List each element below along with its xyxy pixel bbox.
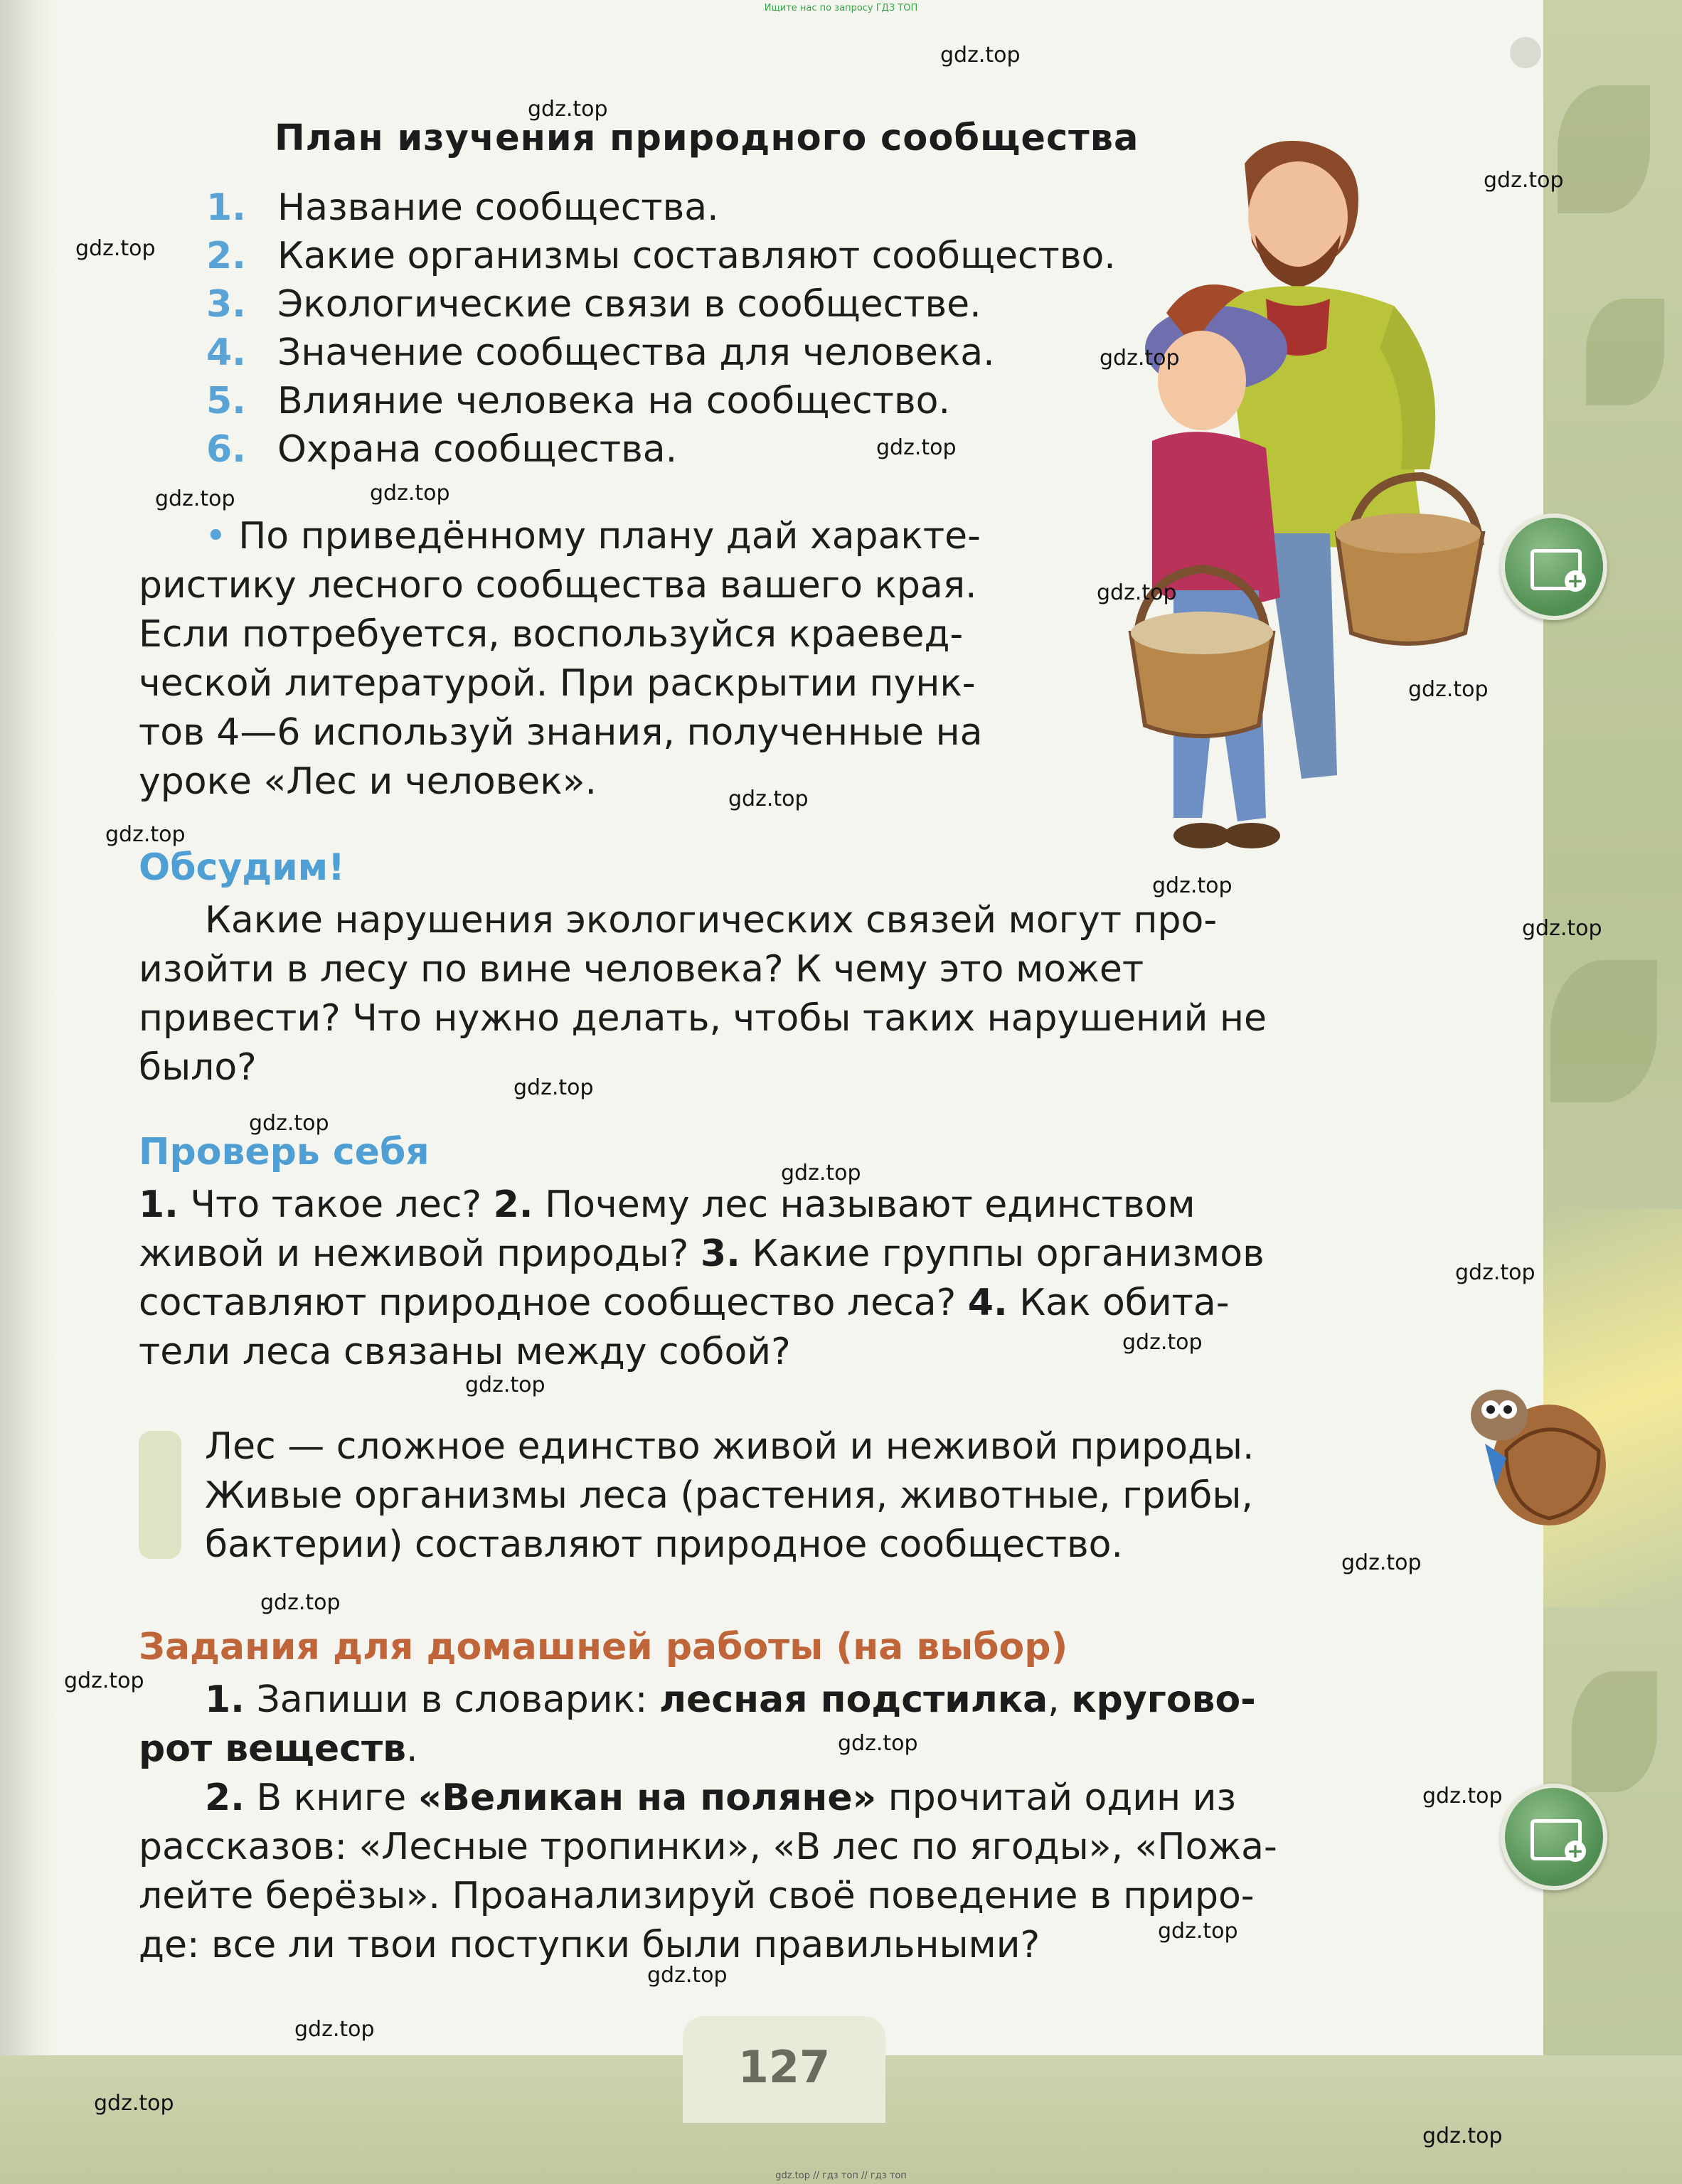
check-line: тели леса связаны между собой? — [139, 1331, 791, 1373]
task-line: уроке «Лес и человек». — [139, 760, 597, 803]
watermark: gdz.top — [528, 97, 608, 122]
plan-item — [206, 235, 1116, 277]
question-text: Почему лес называют единством — [533, 1183, 1196, 1226]
task-number: 2. — [205, 1777, 245, 1819]
watermark: gdz.top — [1484, 168, 1564, 193]
homework-line — [139, 1676, 1426, 1725]
watermark: gdz.top — [647, 1963, 728, 1988]
homework-line — [139, 1774, 1426, 1823]
watermark: gdz.top — [1455, 1260, 1535, 1285]
page-left-shadow — [0, 0, 57, 2184]
watermark: gdz.top — [249, 1111, 329, 1136]
task-text: , — [1048, 1678, 1072, 1721]
watermark: gdz.top — [1522, 916, 1602, 941]
plan-item-text: Название сообщества. — [277, 186, 719, 229]
task-number: 1. — [205, 1678, 245, 1721]
watermark: gdz.top — [781, 1161, 861, 1186]
watermark: gdz.top — [1097, 580, 1177, 605]
task-line: Если потребуется, воспользуйся краевед- — [139, 613, 964, 656]
question-text: составляют природное сообщество леса? — [139, 1282, 968, 1324]
discuss-heading: Обсудим! — [139, 846, 345, 889]
watermark: gdz.top — [838, 1731, 918, 1756]
leaf-decoration — [1586, 299, 1664, 405]
plan-item-number: 6. — [206, 428, 246, 471]
plan-item-text: Влияние человека на сообщество. — [277, 380, 951, 422]
plan-item-text: Экологические связи в сообществе. — [277, 283, 981, 326]
plan-item — [206, 331, 995, 374]
question-number: 4. — [967, 1282, 1008, 1324]
watermark: gdz.top — [1100, 346, 1180, 371]
watermark: gdz.top — [1341, 1550, 1422, 1575]
question-number: 3. — [700, 1232, 740, 1275]
plan-item-number: 4. — [206, 331, 246, 374]
summary-marker — [139, 1431, 181, 1559]
summary-paragraph — [205, 1422, 1428, 1570]
summary-line: Лес — сложное единство живой и неживой природы. — [205, 1425, 1255, 1468]
question-number: 1. — [139, 1183, 179, 1226]
task-text: В книге — [244, 1777, 418, 1819]
term: лесная подстилка — [659, 1678, 1048, 1721]
plan-item-text: Значение сообщества для человека. — [277, 331, 995, 374]
discuss-line: привести? Что нужно делать, чтобы таких нарушений не — [139, 997, 1267, 1040]
task-text: . — [405, 1727, 418, 1770]
plan-title: План изучения природного сообщества — [275, 117, 1139, 159]
plan-item — [206, 186, 719, 229]
page-number: 127 — [738, 2041, 831, 2093]
watermark: gdz.top — [940, 43, 1021, 68]
check-line — [139, 1279, 1426, 1328]
plus-icon: + — [1565, 1841, 1586, 1862]
watermark: gdz.top — [1422, 2124, 1503, 2148]
leaf-decoration — [1550, 960, 1657, 1102]
resource-folder-button[interactable] — [1501, 1784, 1607, 1890]
question-text: Какие группы организмов — [740, 1232, 1265, 1275]
task-line: ристику лесного сообщества вашего края. — [139, 564, 977, 607]
check-heading: Проверь себя — [139, 1131, 430, 1173]
watermark: gdz.top — [513, 1075, 594, 1100]
check-line — [139, 1181, 1426, 1230]
leaf-decoration — [1572, 1671, 1657, 1792]
plan-item-number: 3. — [206, 283, 246, 326]
watermark: gdz.top — [1158, 1919, 1238, 1944]
question-text: Что такое лес? — [178, 1183, 494, 1226]
page-dot — [1510, 37, 1541, 68]
question-text: живой и неживой природы? — [139, 1232, 701, 1275]
discuss-paragraph — [139, 896, 1426, 1092]
term: кругово- — [1071, 1678, 1256, 1721]
plan-item-text: Какие организмы составляют сообщество. — [277, 235, 1116, 277]
watermark: gdz.top — [465, 1373, 545, 1397]
term: рот веществ — [139, 1727, 406, 1770]
plan-item-number: 2. — [206, 235, 246, 277]
watermark: gdz.top — [1408, 677, 1489, 702]
homework-line: рассказов: «Лесные тропинки», «В лес по ягоды», «Пожа- — [139, 1826, 1277, 1868]
top-note: Ищите нас по запросу ГДЗ ТОП — [764, 3, 918, 14]
discuss-line: изойти в лесу по вине человека? К чему это может — [139, 948, 1144, 991]
watermark: gdz.top — [75, 236, 156, 261]
resource-folder-button[interactable] — [1501, 513, 1607, 620]
plan-item-text: Охрана сообщества. — [277, 428, 678, 471]
check-paragraph — [139, 1181, 1426, 1377]
task-text: прочитай один из — [876, 1777, 1237, 1819]
watermark: gdz.top — [1152, 873, 1233, 898]
plus-icon: + — [1565, 570, 1586, 592]
task-paragraph — [139, 512, 1426, 806]
watermark: gdz.top — [64, 1668, 144, 1693]
watermark: gdz.top — [94, 2091, 174, 2116]
watermark: gdz.top — [728, 787, 809, 811]
homework-line: де: все ли твои поступки были правильными? — [139, 1924, 1040, 1966]
plan-item — [206, 283, 981, 326]
watermark: gdz.top — [1122, 1330, 1203, 1355]
watermark: gdz.top — [105, 822, 186, 847]
plan-item-number: 5. — [206, 380, 246, 422]
discuss-line: Какие нарушения экологических связей могут про- — [205, 899, 1218, 942]
turtle-mascot-icon — [1457, 1365, 1613, 1536]
plan-item-number: 1. — [206, 186, 246, 229]
watermark: gdz.top — [294, 2017, 375, 2042]
discuss-line: было? — [139, 1046, 257, 1089]
bullet-icon: • — [205, 515, 227, 558]
task-line: ческой литературой. При раскрытии пунк- — [139, 662, 976, 705]
task-line: тов 4—6 используй знания, полученные на — [139, 711, 983, 754]
summary-line: Живые организмы леса (растения, животные, грибы, — [205, 1474, 1253, 1517]
homework-line: лейте берёзы». Проанализируй своё поведение в приро- — [139, 1875, 1255, 1917]
leaf-decoration — [1558, 85, 1650, 213]
watermark: gdz.top — [260, 1590, 341, 1615]
watermark: gdz.top — [370, 481, 450, 506]
watermark: gdz.top — [155, 486, 235, 511]
plan-item — [206, 380, 950, 422]
task-line — [139, 512, 1201, 561]
summary-line: бактерии) составляют природное сообщество. — [205, 1523, 1123, 1566]
footer-note: gdz.top // гдз топ // гдз топ — [775, 2170, 907, 2181]
task-text: Запиши в словарик: — [244, 1678, 659, 1721]
homework-line — [139, 1725, 1426, 1774]
plan-item — [206, 428, 677, 471]
question-number: 2. — [493, 1183, 533, 1226]
book-title: «Великан на поляне» — [417, 1777, 877, 1819]
task-line-text: По приведённому плану дай характе- — [226, 515, 981, 558]
check-line — [139, 1230, 1426, 1279]
homework-heading: Задания для домашней работы (на выбор) — [139, 1626, 1068, 1668]
question-text: Как обита- — [1007, 1282, 1230, 1324]
watermark: gdz.top — [1422, 1784, 1503, 1809]
watermark: gdz.top — [876, 435, 957, 460]
